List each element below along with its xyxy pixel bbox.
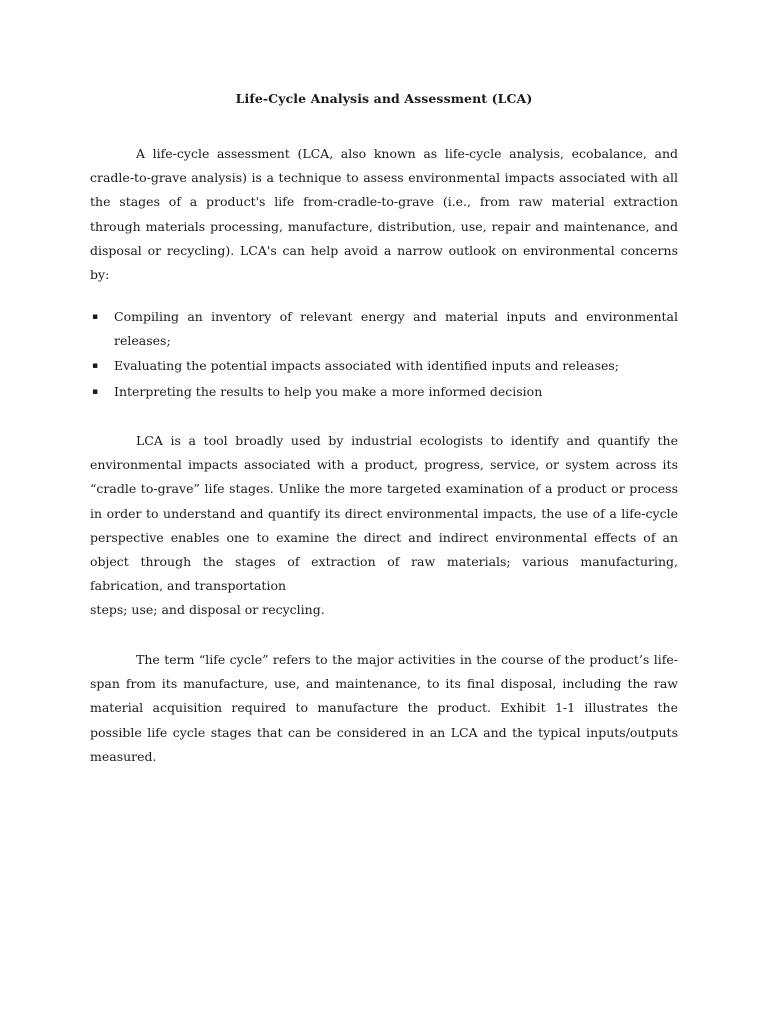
intro-paragraph: A life-cycle assessment (LCA, also known as life-cycle analysis, ecobalance, and cradle-to-grave analysis) is a technique to assess environmental impacts associated with all the stages of a product's life from-cradle-to-grave (i.e., from raw material extraction through materials processing, manufacture, distribution, use, repair and maintenance, and disposal or recycling). LCA's can help avoid a narrow outlook on environmental concerns by: [90, 146, 678, 283]
bullet-text: Evaluating the potential impacts associated with identified inputs and releases; [114, 358, 620, 374]
bullet-icon: ▪ [92, 312, 99, 322]
lca-tool-paragraph-text: LCA is a tool broadly used by industrial ecologists to identify and quantify the environmental impacts associated with a product, progress, service, or system across its “cradle to-grave” life stages. Unlike the more targeted examination of a product or process in order to understand and quantify its direct environmental impacts, the use of a life-cycle perspective enables one to examine the direct and indirect environmental effects of an object through the stages of extraction of raw materials; various manufacturing, fabrication, and transportation [90, 433, 678, 594]
list-item [90, 354, 678, 378]
lca-tool-paragraph-continuation: steps; use; and disposal or recycling. [90, 602, 325, 618]
life-cycle-term-paragraph: The term “life cycle” refers to the major activities in the course of the product’s life-span from its manufacture, use, and maintenance, to its final disposal, including the raw material acquisition required to manufacture the product. Exhibit 1-1 illustrates the possible life cycle stages that can be considered in an LCA and the typical inputs/outputs measured. [90, 652, 678, 764]
list-item [90, 380, 678, 404]
bullet-icon: ▪ [92, 386, 99, 397]
lca-tool-paragraph [90, 429, 678, 623]
bullet-text: Compiling an inventory of relevant energy and material inputs and environmental releases; [114, 309, 678, 349]
bullet-list [90, 305, 678, 405]
document-title: Life-Cycle Analysis and Assessment (LCA) [235, 91, 533, 106]
bullet-icon: ▪ [92, 361, 99, 372]
list-item [90, 305, 678, 353]
bullet-text: Interpreting the results to help you make a more informed decision [114, 383, 543, 399]
